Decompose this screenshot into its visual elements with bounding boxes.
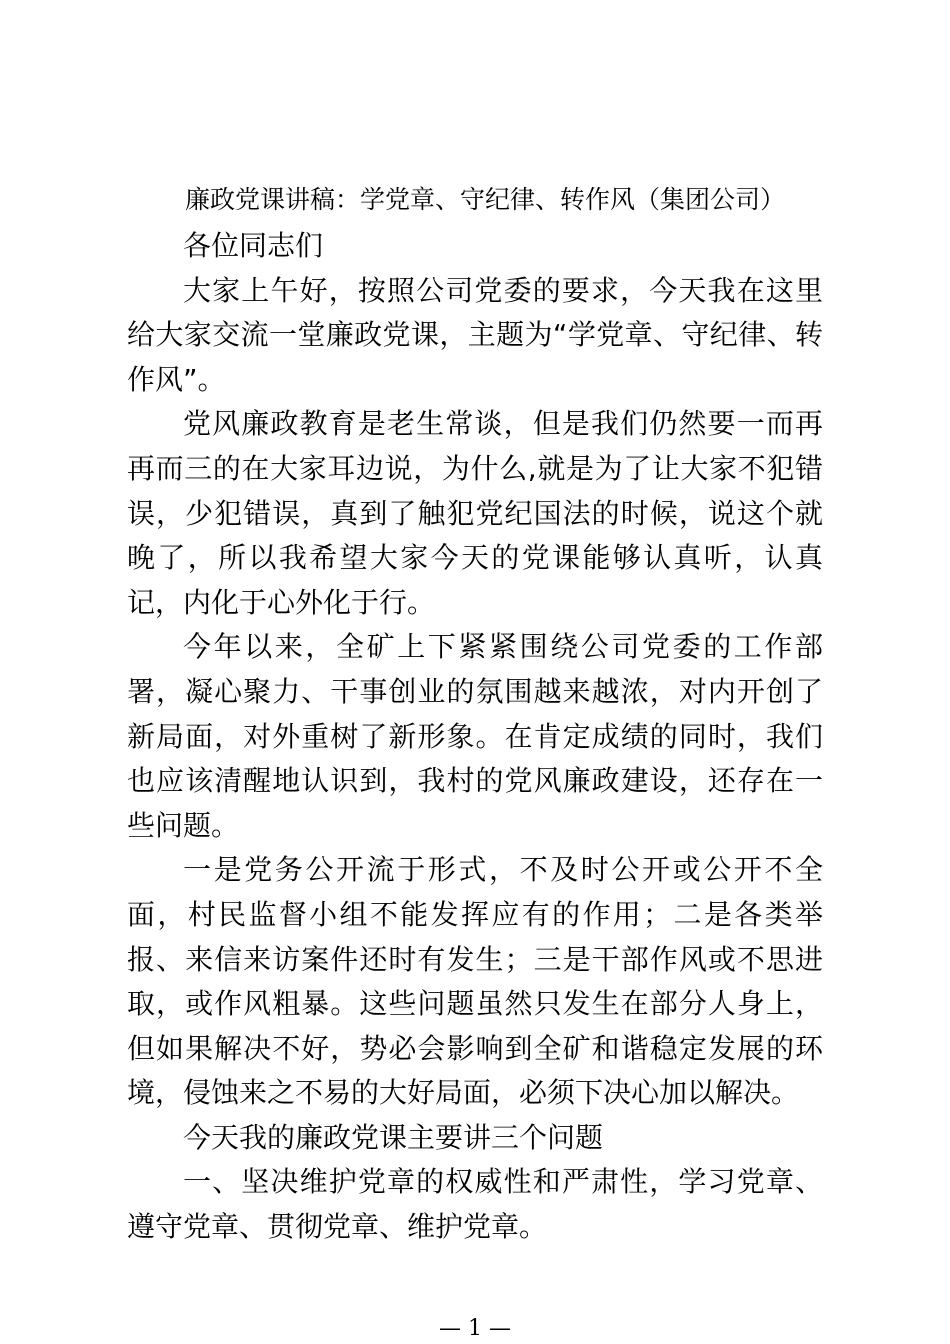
salutation-paragraph: 各位同志们 — [183, 229, 324, 262]
section-heading-paragraph: 一、坚决维护党章的权威性和严肃性，学习党章、遵守党章、贯彻党章、维护党章。 — [127, 1165, 823, 1244]
document-title: 廉政党课讲稿：学党章、守纪律、转作风（集团公司） — [185, 185, 786, 214]
body-paragraph: 今天我的廉政党课主要讲三个问题 — [183, 1120, 604, 1154]
body-paragraph: 党风廉政教育是老生常谈，但是我们仍然要一而再再而三的在大家耳边说，为什么,就是为了让大家不犯错误，少犯错误，真到了触犯党纪国法的时候，说这个就晚了，所以我希望大家今天的党课能够认真听，认真记，内化于心外化于行。 — [127, 407, 823, 619]
page-number: — 1 — — [439, 1316, 511, 1341]
body-paragraph: 一是党务公开流于形式，不及时公开或公开不全面，村民监督小组不能发挥应有的作用；二是各类举报、来信来访案件还时有发生；三是干部作风或不思进取，或作风粗暴。这些问题虽然只发生在部分人身上，但如果解决不好，势必会影响到全矿和谐稳定发展的环境，侵蚀来之不易的大好局面，必须下决心加以解决。 — [127, 853, 823, 1110]
intro-paragraph: 大家上午好，按照公司党委的要求，今天我在这里给大家交流一堂廉政党课，主题为“学党章、守纪律、转作风”。 — [127, 273, 823, 396]
document-body — [127, 224, 823, 1250]
body-paragraph: 今年以来，全矿上下紧紧围绕公司党委的工作部署，凝心聚力、干事创业的氛围越来越浓，对内开创了新局面，对外重树了新形象。在肯定成绩的同时，我们也应该清醒地认识到，我村的党风廉政建设，还存在一些问题。 — [127, 630, 823, 842]
